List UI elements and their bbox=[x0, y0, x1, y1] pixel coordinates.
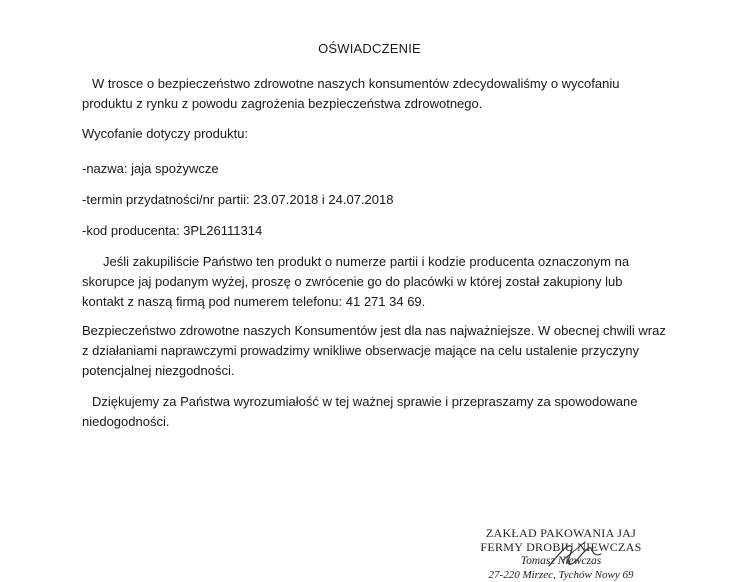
instructions-paragraph-cont bbox=[82, 272, 623, 312]
stamp-line: 27-220 Mirzec, Tychów Nowy 69 bbox=[488, 569, 634, 581]
intro-paragraph-cont bbox=[82, 94, 482, 114]
handwritten-signature bbox=[545, 540, 605, 570]
intro-paragraph bbox=[92, 74, 619, 94]
stamp-line: ZAKŁAD PAKOWANIA JAJ bbox=[485, 526, 637, 540]
safety-line: Bezpieczeństwo zdrowotne naszych Konsumentów jest dla nas najważniejsze. W obecnej chwili wraz bbox=[82, 323, 666, 338]
stamp-line: Tomasz Niewczas bbox=[520, 555, 602, 567]
document-title: OŚWIADCZENIE bbox=[318, 41, 421, 56]
instructions-line: skorupce jaj podanym wyżej, proszę o zwrócenie go do placówki w której został zakupiony lub bbox=[82, 274, 623, 289]
intro-line: produktu z rynku z powodu zagrożenia bezpieczeństwa zdrowotnego. bbox=[82, 96, 483, 111]
safety-line: potencjalnej niezgodności. bbox=[82, 363, 235, 378]
instructions-line: kontakt z naszą firmą pod numerem telefonu: 41 271 34 69. bbox=[82, 294, 426, 309]
thanks-paragraph-cont bbox=[82, 412, 169, 432]
stamp-line: FERMY DROBIU NIEWCZAS bbox=[480, 540, 642, 554]
safety-paragraph bbox=[82, 321, 666, 381]
product-name: -nazwa: jaja spożywcze bbox=[82, 161, 219, 176]
product-heading: Wycofanie dotyczy produktu: bbox=[82, 126, 249, 141]
thanks-line: niedogodności. bbox=[82, 414, 170, 429]
intro-line: W trosce o bezpieczeństwo zdrowotne naszych konsumentów zdecydowaliśmy o wycofaniu bbox=[92, 76, 620, 91]
instructions-paragraph bbox=[103, 252, 629, 272]
product-code: -kod producenta: 3PL26111314 bbox=[82, 223, 263, 238]
thanks-paragraph bbox=[92, 392, 638, 412]
product-expiry: -termin przydatności/nr partii: 23.07.2018 i 24.07.2018 bbox=[82, 192, 394, 207]
instructions-line: Jeśli zakupiliście Państwo ten produkt o numerze partii i kodzie producenta oznaczonym na bbox=[103, 254, 630, 269]
safety-line: z działaniami naprawczymi prowadzimy wnikliwe obserwacje mające na celu ustalenie przyczyny bbox=[82, 343, 640, 358]
thanks-line: Dziękujemy za Państwa wyrozumiałość w tej ważnej sprawie i przepraszamy za spowodowane bbox=[92, 394, 638, 409]
